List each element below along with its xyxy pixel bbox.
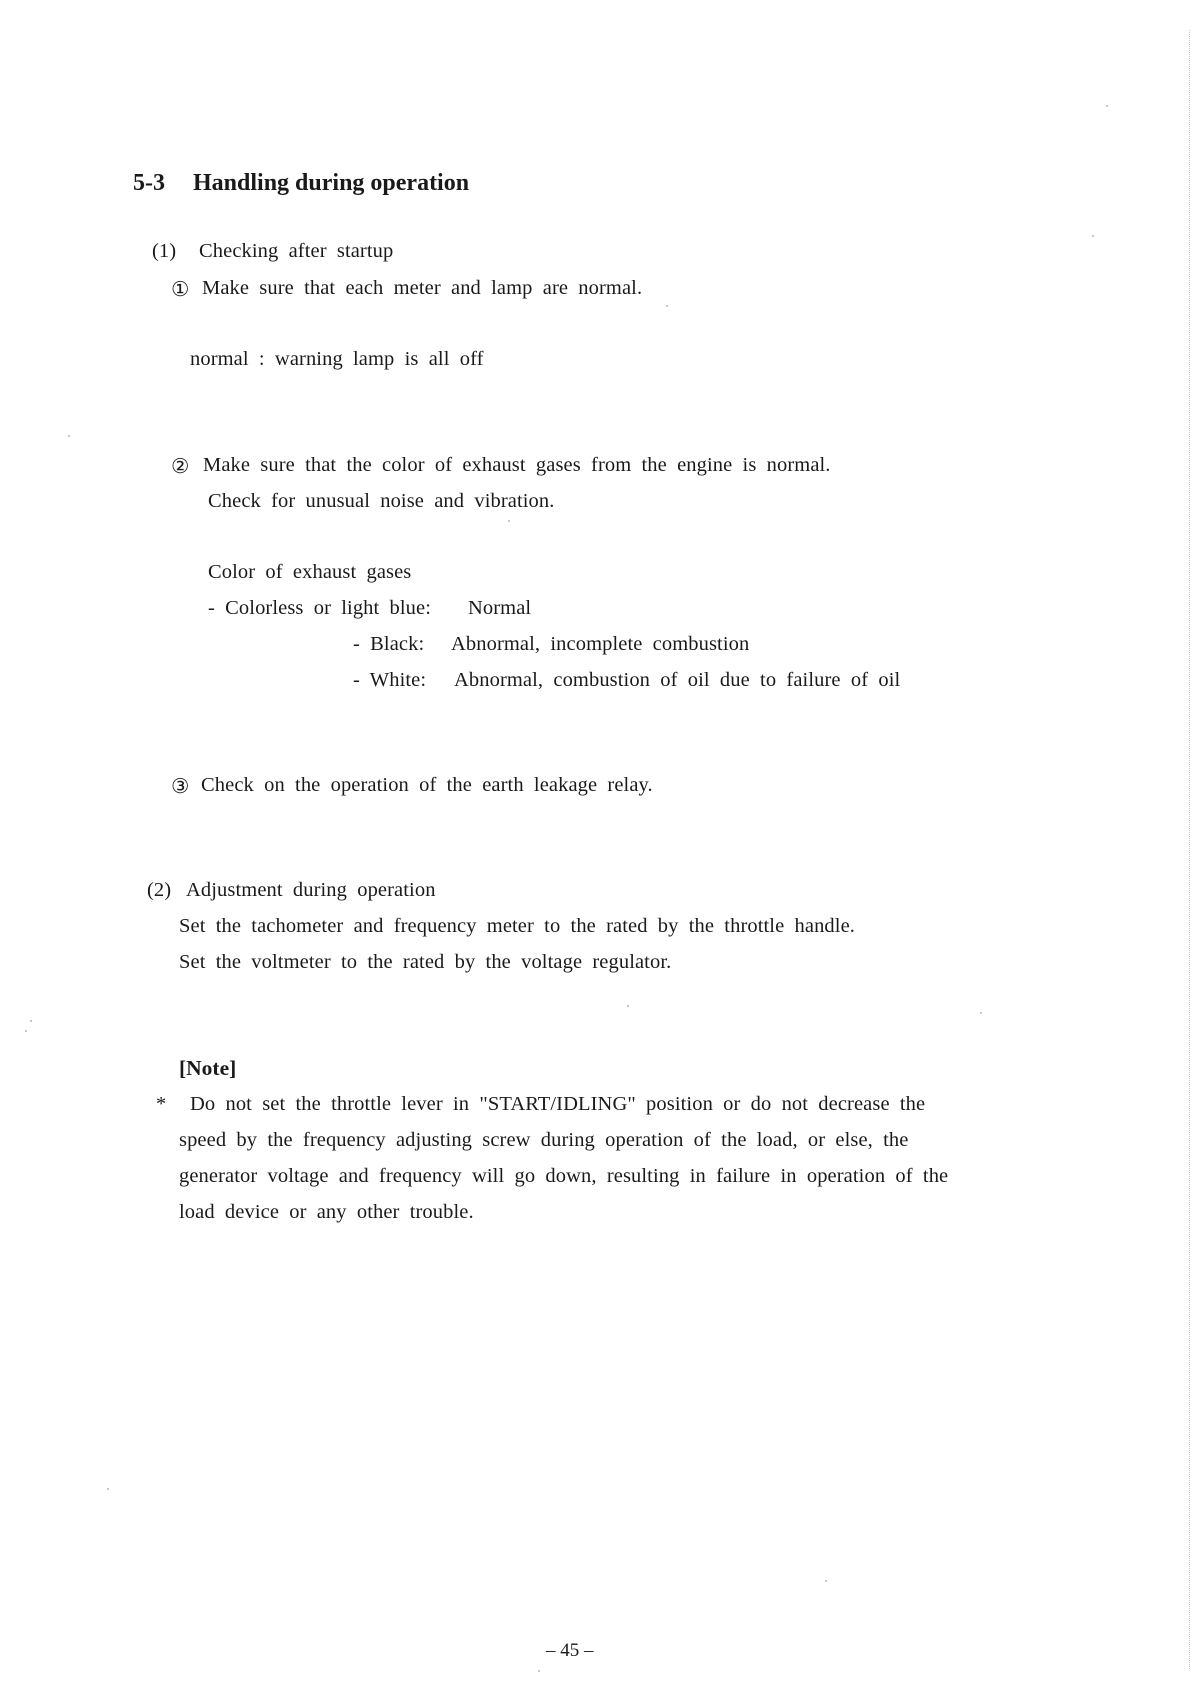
scan-speck [1092,235,1094,237]
part2-title: Adjustment during operation [186,879,436,901]
part1-title: Checking after startup [199,240,394,262]
scan-speck [980,1012,982,1014]
scan-speck [666,305,668,307]
scan-speck [1106,105,1108,107]
section-number: 5-3 [133,170,165,196]
color-white-name: - White: [353,669,427,691]
scan-edge [1189,30,1190,1669]
scan-speck [68,435,70,437]
item2-text: Make sure that the color of exhaust gases from the engine is normal. [203,454,831,476]
scan-speck [25,1030,27,1032]
scan-speck [30,1020,32,1022]
part2-line1: Set the tachometer and frequency meter to the rated by the throttle handle. [179,915,855,937]
item1-text: Make sure that each meter and lamp are normal. [202,277,643,299]
note-line-3: generator voltage and frequency will go down, resulting in failure in operation of the [179,1165,949,1187]
color-black-name: - Black: [353,633,425,655]
note-heading: [Note] [179,1056,237,1080]
note-line-4: load device or any other trouble. [179,1201,474,1223]
color-colorless-meaning: Normal [468,597,532,619]
scan-speck [107,1488,109,1490]
note-bullet: * [156,1093,167,1115]
scan-speck [825,1580,827,1582]
part1-label: (1) [152,240,177,262]
scan-speck [508,520,510,522]
item1-marker: ① [171,279,190,301]
scan-speck [538,1670,540,1672]
color-colorless-name: - Colorless or light blue: [208,597,432,619]
item3-text: Check on the operation of the earth leakage relay. [201,774,653,796]
scan-speck [627,1005,629,1007]
section-title: Handling during operation [193,170,470,196]
item3-marker: ③ [171,776,190,798]
item2-text2: Check for unusual noise and vibration. [208,490,555,512]
color-black-meaning: Abnormal, incomplete combustion [451,633,750,655]
exhaust-color-heading: Color of exhaust gases [208,561,412,583]
item2-marker: ② [171,456,190,478]
item1-detail: normal : warning lamp is all off [190,348,484,370]
part2-label: (2) [147,879,172,901]
note-line-2: speed by the frequency adjusting screw during operation of the load, or else, the [179,1129,909,1151]
page-number: – 45 – [546,1640,594,1661]
part2-line2: Set the voltmeter to the rated by the voltage regulator. [179,951,672,973]
note-line-1: Do not set the throttle lever in "START/IDLING" position or do not decrease the [190,1093,926,1115]
color-white-meaning: Abnormal, combustion of oil due to failure of oil [454,669,901,691]
